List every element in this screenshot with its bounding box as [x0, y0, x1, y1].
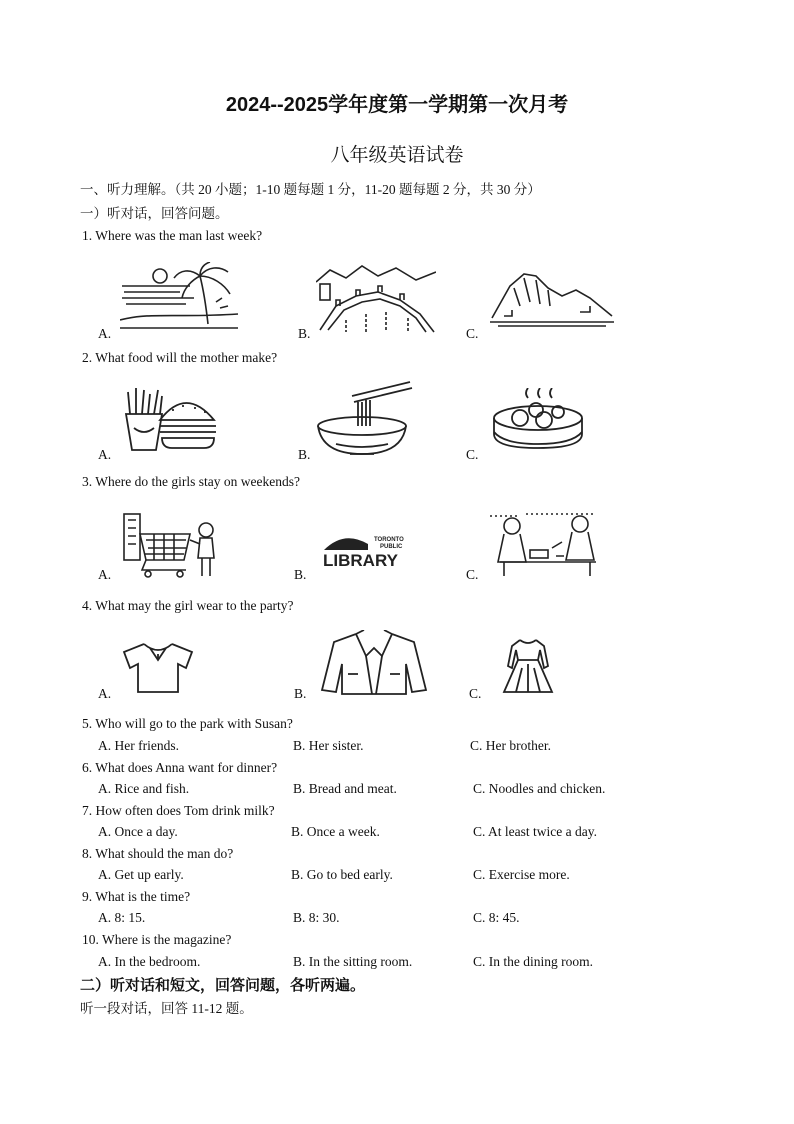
option-c: C. 8: 45.: [473, 910, 520, 925]
fries-burger-icon: [120, 384, 220, 454]
option-label: A.: [98, 447, 112, 462]
option-label: C.: [466, 447, 479, 462]
great-wall-icon: [316, 262, 436, 334]
option-c: C. Exercise more.: [473, 867, 570, 882]
section-heading-listening: 一、听力理解。（共 20 小题；1-10 题每题 1 分，11-20 题每题 2 分，共 30 分）: [80, 182, 541, 197]
option-label: B.: [298, 447, 311, 462]
option-label: A.: [98, 686, 112, 701]
restaurant-icon: [486, 512, 602, 578]
question-3: 3. Where do the girls stay on weekends?: [82, 474, 300, 489]
option-label: C.: [466, 326, 479, 341]
question-2: 2. What food will the mother make?: [82, 350, 278, 365]
option-b: B. 8: 30.: [293, 910, 340, 925]
option-b: B. Bread and meat.: [293, 781, 397, 796]
supermarket-cart-icon: [118, 510, 222, 580]
option-a: A. Her friends.: [98, 738, 179, 753]
title-text: 学年度第一学期第一次月考: [328, 94, 569, 116]
option-a: A. Once a day.: [98, 824, 178, 839]
option-label: B.: [294, 567, 307, 582]
library-logo-icon: [320, 532, 414, 572]
option-a: A. Get up early.: [98, 867, 184, 882]
option-b: B. Her sister.: [293, 738, 364, 753]
option-c: C. In the dining room.: [473, 954, 593, 969]
exam-subtitle: 八年级英语试卷: [330, 145, 464, 166]
option-c: C. Noodles and chicken.: [473, 781, 606, 796]
option-label: B.: [294, 686, 307, 701]
option-label: B.: [298, 326, 311, 341]
library-logo-small-2: PUBLIC: [380, 544, 403, 550]
mountain-icon: [490, 266, 614, 328]
question-1: 1. Where was the man last week?: [82, 228, 263, 243]
option-label: A.: [98, 567, 112, 582]
question-8: 8. What should the man do?: [82, 846, 234, 861]
option-a: A. 8: 15.: [98, 910, 146, 925]
dress-icon: [500, 636, 556, 696]
option-c: C. Her brother.: [470, 738, 551, 753]
option-c: C. At least twice a day.: [473, 824, 597, 839]
option-b: B. Once a week.: [291, 824, 380, 839]
question-5: 5. Who will go to the park with Susan?: [82, 716, 293, 731]
option-label: C.: [466, 567, 479, 582]
library-logo-small-1: TORONTO: [374, 537, 404, 543]
option-a: A. Rice and fish.: [98, 781, 190, 796]
option-label: A.: [98, 326, 112, 341]
section-subheading-dialogues: 一）听对话，回答问题。: [80, 206, 229, 221]
steamed-buns-icon: [490, 388, 586, 454]
part2-instruction: 听一段对话，回答 11-12 题。: [80, 1001, 253, 1016]
beach-palm-icon: [120, 262, 240, 332]
option-a: A. In the bedroom.: [98, 954, 201, 969]
jacket-icon: [318, 630, 430, 696]
section-heading-part2: 二）听对话和短文，回答问题，各听两遍。: [80, 978, 366, 994]
noodles-bowl-icon: [314, 380, 414, 458]
t-shirt-icon: [120, 640, 196, 696]
question-6: 6. What does Anna want for dinner?: [82, 760, 278, 775]
exam-title: [0, 88, 794, 117]
question-4: 4. What may the girl wear to the party?: [82, 598, 294, 613]
option-b: B. Go to bed early.: [291, 867, 393, 882]
option-b: B. In the sitting room.: [293, 954, 413, 969]
title-year: 2024--2025: [225, 94, 329, 116]
library-logo-text: LIBRARY: [323, 551, 398, 570]
question-10: 10. Where is the magazine?: [82, 932, 232, 947]
option-label: C.: [469, 686, 482, 701]
question-9: 9. What is the time?: [82, 889, 191, 904]
question-7: 7. How often does Tom drink milk?: [82, 803, 275, 818]
